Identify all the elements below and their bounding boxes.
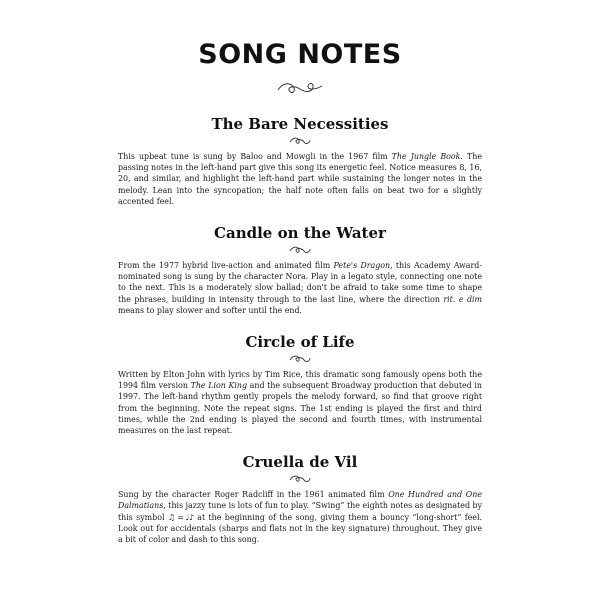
song-title: Candle on the Water: [214, 224, 386, 243]
film-title: One Hundred and One Dalmatians: [118, 490, 482, 511]
song-section: [118, 333, 482, 436]
film-title: The Lion King: [190, 381, 248, 391]
small-flourish-icon: [288, 136, 312, 146]
song-description: From the 1977 hybrid live-action and animated film Pete's Dragon, this Academy Award-nominated song is sung by the character Nora. Play in a legato style, connecting one note to the next. This is a moderately slow ballad; don't be afraid to take some time to shape the phrases, building in intensity through to the last line, where the direction rit. e dim means to play slower and softer until the end.: [118, 261, 483, 315]
song-title: The Bare Necessities: [211, 115, 389, 133]
song-description: Written by Elton John with lyrics by Tim Rice, this dramatic song famously opens both the 1994 film version The Lion King and the subsequent Broadway production that debuted in 1997. The left-hand rhythm gently propels the melody forward, so find that groove right from the beginning. Note the repeat signs. The 1st ending is played the first and third times, while the 2nd ending is played the second and fourth times, with instrumental measures on the last repeat.: [118, 370, 482, 436]
song-section: [118, 224, 482, 316]
small-flourish-icon: [288, 245, 312, 255]
swing-rhythm-icon: ♫ = ♩♪: [167, 512, 194, 522]
song-title: Circle of Life: [245, 333, 355, 352]
flourish-ornament-icon: [275, 78, 325, 98]
song-title: Cruella de Vil: [242, 453, 358, 472]
film-title: Pete's Dragon: [333, 261, 391, 271]
song-description: This upbeat tune is sung by Baloo and Mowgli in the 1967 film The Jungle Book. The passing notes in the left-hand part give this song its energetic feel. Notice measures 8, 16, 20, and similar, and highlight the left-hand part while sustaining the longer notes in the melody. Lean into the syncopation; the half note often falls on beat two for a slightly accented feel.: [118, 152, 482, 206]
page-title: SONG NOTES: [198, 39, 402, 70]
music-direction: rit. e dim: [443, 294, 483, 304]
song-description: Sung by the character Roger Radcliff in the 1961 animated film One Hundred and One Dalmatians, this jazzy tune is lots of fun to play. “Swing” the eighth notes as designated by this symbol ♫ = ♩♪ at the beginning of the song, giving them a bouncy “long-short” feel. Look out for accidentals (sharps and flats not in the key signature) throughout. They give a bit of color and dash to this song.: [118, 490, 483, 545]
film-title: The Jungle Book: [391, 152, 461, 161]
song-section: [118, 453, 482, 545]
song-section: [118, 115, 482, 207]
small-flourish-icon: [288, 474, 312, 484]
small-flourish-icon: [288, 354, 312, 364]
